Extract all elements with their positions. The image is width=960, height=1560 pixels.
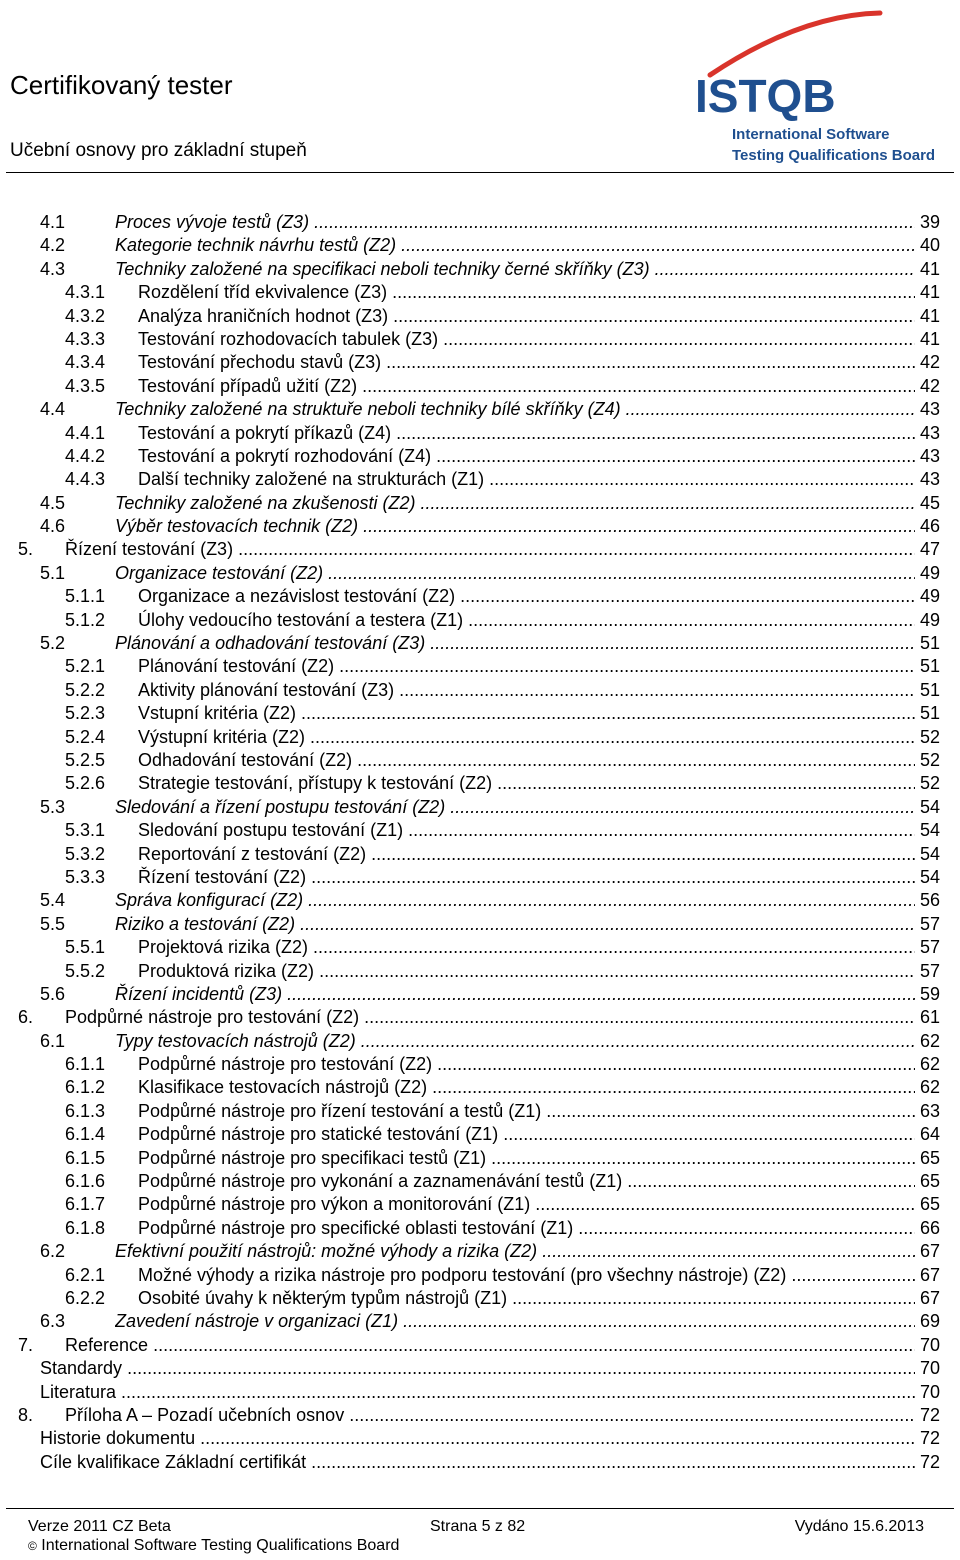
toc-entry-label: Řízení testování (Z3) .....: [65, 538, 915, 561]
toc-entry-page: 42: [919, 375, 940, 396]
toc-entry[interactable]: [0, 1451, 960, 1474]
toc-entry-label: Efektivní použití nástrojů: možné výhody a rizika (Z2) .....: [115, 1240, 915, 1263]
toc-entry-label: Testování případů užití (Z2) .....: [138, 375, 915, 398]
toc-entry[interactable]: [0, 562, 960, 585]
toc-entry[interactable]: [0, 1334, 960, 1357]
toc-entry-page: 52: [919, 773, 940, 794]
toc-entry-label: Další techniky založené na strukturách (Z1) .....: [138, 468, 915, 491]
toc-entry-number: 5.3.1: [65, 820, 106, 841]
toc-entry[interactable]: [0, 398, 960, 421]
toc-entry[interactable]: [0, 234, 960, 257]
table-of-contents: [0, 211, 960, 1474]
toc-entry[interactable]: [0, 585, 960, 608]
toc-entry-number: 5.6: [40, 983, 66, 1004]
toc-entry-label: Standardy .....: [40, 1357, 915, 1380]
toc-entry-page: 41: [919, 328, 940, 349]
toc-entry-page: 42: [919, 352, 940, 373]
toc-entry-number: 6.1: [40, 1030, 66, 1051]
toc-entry[interactable]: [0, 983, 960, 1006]
toc-entry-label: Aktivity plánování testování (Z3) .....: [138, 679, 915, 702]
toc-entry-number: 6.1.1: [65, 1054, 106, 1075]
toc-entry-number: 6.2: [40, 1241, 66, 1262]
toc-entry-page: 59: [919, 983, 940, 1004]
toc-entry[interactable]: [0, 1030, 960, 1053]
toc-entry-page: 54: [919, 866, 940, 887]
toc-entry-page: 45: [919, 492, 940, 513]
toc-entry-page: 69: [919, 1311, 940, 1332]
toc-entry[interactable]: [0, 936, 960, 959]
toc-entry-number: 6.1.3: [65, 1100, 106, 1121]
toc-entry-page: 72: [919, 1404, 940, 1425]
toc-entry-page: 65: [919, 1147, 940, 1168]
toc-entry-label: Literatura .....: [40, 1381, 915, 1404]
toc-entry-page: 70: [919, 1334, 940, 1355]
toc-entry-page: 43: [919, 422, 940, 443]
toc-entry-number: 5.3: [40, 796, 66, 817]
toc-entry-label: Projektová rizika (Z2) .....: [138, 936, 915, 959]
toc-entry-number: 6.1.4: [65, 1124, 106, 1145]
toc-entry[interactable]: [0, 445, 960, 468]
toc-entry-number: 5.1.2: [65, 609, 106, 630]
toc-entry-page: 43: [919, 399, 940, 420]
toc-entry[interactable]: [0, 1006, 960, 1029]
toc-entry-label: Podpůrné nástroje pro vykonání a zaznamenávání testů (Z1) .....: [138, 1170, 915, 1193]
toc-entry-number: 5.5.1: [65, 937, 106, 958]
toc-entry[interactable]: [0, 515, 960, 538]
logo-line-2: Testing Qualifications Board: [732, 147, 936, 164]
toc-entry-label: Řízení testování (Z2) .....: [138, 866, 915, 889]
toc-entry-number: 4.4.3: [65, 469, 106, 490]
toc-entry-page: 51: [919, 679, 940, 700]
copyright-symbol: ©: [28, 1539, 37, 1553]
toc-entry-page: 72: [919, 1451, 940, 1472]
toc-entry[interactable]: [0, 538, 960, 561]
toc-entry-label: Strategie testování, přístupy k testování (Z2) .....: [138, 772, 915, 795]
toc-entry-label: Osobité úvahy k některým typům nástrojů (Z1) .....: [138, 1287, 915, 1310]
toc-entry-number: 6.: [18, 1007, 34, 1028]
toc-entry-page: 49: [919, 609, 940, 630]
toc-entry-number: 6.1.2: [65, 1077, 106, 1098]
toc-entry-page: 65: [919, 1171, 940, 1192]
toc-entry-number: 4.3.1: [65, 282, 106, 303]
toc-entry[interactable]: [0, 1123, 960, 1146]
toc-entry[interactable]: [0, 1217, 960, 1240]
footer-page-number: Strana 5 z 82: [430, 1518, 526, 1535]
toc-entry-page: 72: [919, 1428, 940, 1449]
toc-entry-page: 66: [919, 1217, 940, 1238]
toc-entry-label: Výběr testovacích technik (Z2) .....: [115, 515, 915, 538]
toc-entry-label: Podpůrné nástroje pro testování (Z2) .....: [138, 1053, 915, 1076]
toc-entry-page: 49: [919, 562, 940, 583]
toc-entry-page: 54: [919, 820, 940, 841]
toc-entry[interactable]: [0, 211, 960, 234]
toc-entry-label: Podpůrné nástroje pro testování (Z2) .....: [65, 1006, 915, 1029]
toc-entry-number: 7.: [18, 1334, 34, 1355]
toc-entry[interactable]: [0, 749, 960, 772]
toc-entry[interactable]: [0, 1310, 960, 1333]
toc-entry-number: 5.2.2: [65, 679, 106, 700]
toc-entry-label: Podpůrné nástroje pro řízení testování a testů (Z1) .....: [138, 1100, 915, 1123]
toc-entry-page: 62: [919, 1030, 940, 1051]
toc-entry[interactable]: [0, 328, 960, 351]
toc-entry-number: 5.2.1: [65, 656, 106, 677]
toc-entry[interactable]: [0, 1076, 960, 1099]
copyright-text: International Software Testing Qualifications Board: [41, 1537, 400, 1554]
toc-entry-number: 6.2.2: [65, 1287, 106, 1308]
toc-entry-page: 52: [919, 749, 940, 770]
toc-entry-label: Testování a pokrytí příkazů (Z4) .....: [138, 422, 915, 445]
toc-entry-label: Řízení incidentů (Z3) .....: [115, 983, 915, 1006]
toc-entry-number: 4.6: [40, 516, 66, 537]
istqb-logo: [690, 5, 955, 165]
toc-entry-number: 8.: [18, 1404, 34, 1425]
toc-entry-number: 4.4: [40, 399, 66, 420]
toc-entry-page: 61: [919, 1007, 940, 1028]
toc-entry-page: 39: [919, 212, 940, 232]
toc-entry-page: 57: [919, 937, 940, 958]
logo-wordmark: ISTQB: [695, 70, 836, 122]
toc-entry-number: 5.2.3: [65, 703, 106, 724]
toc-entry[interactable]: [0, 281, 960, 304]
toc-entry-number: 5.2.6: [65, 773, 106, 794]
toc-entry[interactable]: [0, 843, 960, 866]
toc-entry[interactable]: [0, 422, 960, 445]
toc-entry-page: 43: [919, 445, 940, 466]
toc-entry[interactable]: [0, 609, 960, 632]
toc-entry-label: Zavedení nástroje v organizaci (Z1) .....: [115, 1310, 915, 1333]
footer-version: Verze 2011 CZ Beta: [28, 1518, 171, 1535]
toc-entry-label: Reference .....: [65, 1334, 915, 1357]
toc-entry-page: 70: [919, 1358, 940, 1379]
toc-entry-label: Plánování testování (Z2) .....: [138, 655, 915, 678]
toc-entry[interactable]: [0, 655, 960, 678]
toc-entry[interactable]: [0, 702, 960, 725]
toc-entry-number: 5.1.1: [65, 586, 106, 607]
toc-entry-page: 51: [919, 656, 940, 677]
toc-entry-page: 41: [919, 305, 940, 326]
toc-entry-label: Podpůrné nástroje pro statické testování (Z1) .....: [138, 1123, 915, 1146]
toc-entry-number: 4.4.2: [65, 445, 106, 466]
toc-entry-label: Kategorie technik návrhu testů (Z2) .....: [115, 234, 915, 257]
toc-entry[interactable]: [0, 1287, 960, 1310]
toc-entry-label: Sledování a řízení postupu testování (Z2) .....: [115, 796, 915, 819]
toc-entry-page: 41: [919, 258, 940, 279]
toc-entry-page: 65: [919, 1194, 940, 1215]
toc-entry-label: Techniky založené na zkušenosti (Z2) .....: [115, 492, 915, 515]
toc-entry-page: 41: [919, 282, 940, 303]
toc-entry-number: 5.2: [40, 633, 66, 654]
toc-entry-number: 5.2.4: [65, 726, 106, 747]
toc-entry-number: 4.3.4: [65, 352, 106, 373]
toc-entry-label: Organizace testování (Z2) .....: [115, 562, 915, 585]
toc-entry-number: 5.4: [40, 890, 66, 911]
toc-entry[interactable]: [0, 492, 960, 515]
toc-entry-page: 43: [919, 469, 940, 490]
header-divider: [6, 172, 954, 173]
toc-entry[interactable]: [0, 866, 960, 889]
toc-entry-label: Příloha A – Pozadí učebních osnov .....: [65, 1404, 915, 1427]
toc-entry-label: Typy testovacích nástrojů (Z2) .....: [115, 1030, 915, 1053]
toc-entry-page: 70: [919, 1381, 940, 1402]
toc-entry[interactable]: [0, 1264, 960, 1287]
toc-entry-label: Historie dokumentu .....: [40, 1427, 915, 1450]
toc-entry-page: 67: [919, 1264, 940, 1285]
toc-entry-number: 5.3.2: [65, 843, 106, 864]
footer-release-date: Vydáno 15.6.2013: [794, 1518, 924, 1535]
toc-entry[interactable]: [0, 796, 960, 819]
toc-entry[interactable]: [0, 468, 960, 491]
toc-entry[interactable]: [0, 1100, 960, 1123]
toc-entry-number: 5.: [18, 539, 34, 560]
toc-entry-label: Odhadování testování (Z2) .....: [138, 749, 915, 772]
toc-entry-page: 67: [919, 1287, 940, 1308]
toc-entry-label: Produktová rizika (Z2) .....: [138, 960, 915, 983]
toc-entry-page: 40: [919, 235, 940, 256]
toc-entry-number: 4.4.1: [65, 422, 106, 443]
toc-entry-number: 6.3: [40, 1311, 66, 1332]
toc-entry[interactable]: [0, 1193, 960, 1216]
toc-entry-label: Cíle kvalifikace Základní certifikát .....: [40, 1451, 915, 1474]
toc-entry-number: 4.3.5: [65, 375, 106, 396]
toc-entry-label: Úlohy vedoucího testování a testera (Z1) .....: [138, 609, 915, 632]
toc-entry-page: 57: [919, 913, 940, 934]
toc-entry-label: Sledování postupu testování (Z1) .....: [138, 819, 915, 842]
toc-entry-label: Podpůrné nástroje pro specifické oblasti testování (Z1) .....: [138, 1217, 915, 1240]
toc-entry-page: 56: [919, 890, 940, 911]
footer-copyright: [28, 1537, 399, 1555]
toc-entry-page: 49: [919, 586, 940, 607]
toc-entry[interactable]: [0, 960, 960, 983]
toc-entry[interactable]: [0, 375, 960, 398]
toc-entry-number: 6.1.8: [65, 1217, 106, 1238]
toc-entry-number: 4.3: [40, 258, 66, 279]
toc-entry[interactable]: [0, 913, 960, 936]
toc-entry-page: 54: [919, 796, 940, 817]
toc-entry-number: 5.5.2: [65, 960, 106, 981]
toc-entry-number: 6.2.1: [65, 1264, 106, 1285]
toc-entry-label: Organizace a nezávislost testování (Z2) .....: [138, 585, 915, 608]
toc-entry-label: Analýza hraničních hodnot (Z3) .....: [138, 305, 915, 328]
toc-entry-number: 6.1.7: [65, 1194, 106, 1215]
toc-entry-label: Plánování a odhadování testování (Z3) .....: [115, 632, 915, 655]
toc-entry[interactable]: [0, 305, 960, 328]
toc-entry-number: 6.1.6: [65, 1171, 106, 1192]
toc-entry[interactable]: [0, 351, 960, 374]
toc-entry-page: 63: [919, 1100, 940, 1121]
footer-divider: [6, 1508, 954, 1509]
toc-entry-label: Možné výhody a rizika nástroje pro podporu testování (pro všechny nástroje) (Z2) .....: [138, 1264, 915, 1287]
toc-entry[interactable]: [0, 1170, 960, 1193]
toc-entry-number: 4.3.2: [65, 305, 106, 326]
toc-entry-label: Reportování z testování (Z2) .....: [138, 843, 915, 866]
toc-entry-number: 4.5: [40, 492, 66, 513]
toc-entry-label: Testování přechodu stavů (Z3) .....: [138, 351, 915, 374]
toc-entry-page: 47: [919, 539, 940, 560]
toc-entry[interactable]: [0, 258, 960, 281]
toc-entry[interactable]: [0, 1381, 960, 1404]
toc-entry-label: Techniky založené na specifikaci neboli techniky černé skříňky (Z3) .....: [115, 258, 915, 281]
toc-entry-label: Podpůrné nástroje pro výkon a monitorování (Z1) .....: [138, 1193, 915, 1216]
toc-entry-number: 5.5: [40, 913, 66, 934]
toc-entry-page: 57: [919, 960, 940, 981]
document-title: Certifikovaný tester: [10, 70, 233, 100]
toc-entry-page: 51: [919, 703, 940, 724]
toc-entry-page: 67: [919, 1241, 940, 1262]
toc-entry-page: 62: [919, 1077, 940, 1098]
toc-entry-page: 46: [919, 516, 940, 537]
toc-entry-label: Klasifikace testovacích nástrojů (Z2) .....: [138, 1076, 915, 1099]
toc-entry-number: 5.1: [40, 562, 66, 583]
toc-entry[interactable]: [0, 1240, 960, 1263]
toc-entry-number: 5.3.3: [65, 866, 106, 887]
toc-entry[interactable]: [0, 1404, 960, 1427]
toc-entry-number: 4.1: [40, 212, 66, 232]
toc-entry-page: 62: [919, 1054, 940, 1075]
toc-entry[interactable]: [0, 1357, 960, 1380]
toc-entry-label: Správa konfigurací (Z2) .....: [115, 889, 915, 912]
toc-entry-label: Proces vývoje testů (Z3) .....: [115, 211, 915, 234]
toc-entry[interactable]: [0, 1053, 960, 1076]
toc-entry[interactable]: [0, 679, 960, 702]
toc-entry[interactable]: [0, 889, 960, 912]
toc-entry-page: 64: [919, 1124, 940, 1145]
toc-entry-page: 51: [919, 633, 940, 654]
toc-entry[interactable]: [0, 819, 960, 842]
toc-entry-page: 54: [919, 843, 940, 864]
document-subtitle: Učební osnovy pro základní stupeň: [10, 140, 307, 161]
toc-entry[interactable]: [0, 632, 960, 655]
toc-entry-label: Podpůrné nástroje pro specifikaci testů (Z1) .....: [138, 1147, 915, 1170]
toc-entry-label: Riziko a testování (Z2) .....: [115, 913, 915, 936]
toc-entry-label: Testování rozhodovacích tabulek (Z3) .....: [138, 328, 915, 351]
toc-entry-page: 52: [919, 726, 940, 747]
toc-entry[interactable]: [0, 1147, 960, 1170]
logo-line-1: International Software: [732, 126, 890, 143]
toc-entry-label: Rozdělení tříd ekvivalence (Z3) .....: [138, 281, 915, 304]
toc-entry-label: Testování a pokrytí rozhodování (Z4) .....: [138, 445, 915, 468]
toc-entry-label: Techniky založené na struktuře neboli techniky bílé skříňky (Z4) .....: [115, 398, 915, 421]
toc-entry-label: Výstupní kritéria (Z2) .....: [138, 726, 915, 749]
toc-entry-number: 5.2.5: [65, 749, 106, 770]
toc-entry-number: 6.1.5: [65, 1147, 106, 1168]
toc-entry[interactable]: [0, 726, 960, 749]
toc-entry-label: Vstupní kritéria (Z2) .....: [138, 702, 915, 725]
toc-entry-number: 4.3.3: [65, 328, 106, 349]
toc-entry-number: 4.2: [40, 235, 66, 256]
toc-entry[interactable]: [0, 772, 960, 795]
toc-entry[interactable]: [0, 1427, 960, 1450]
